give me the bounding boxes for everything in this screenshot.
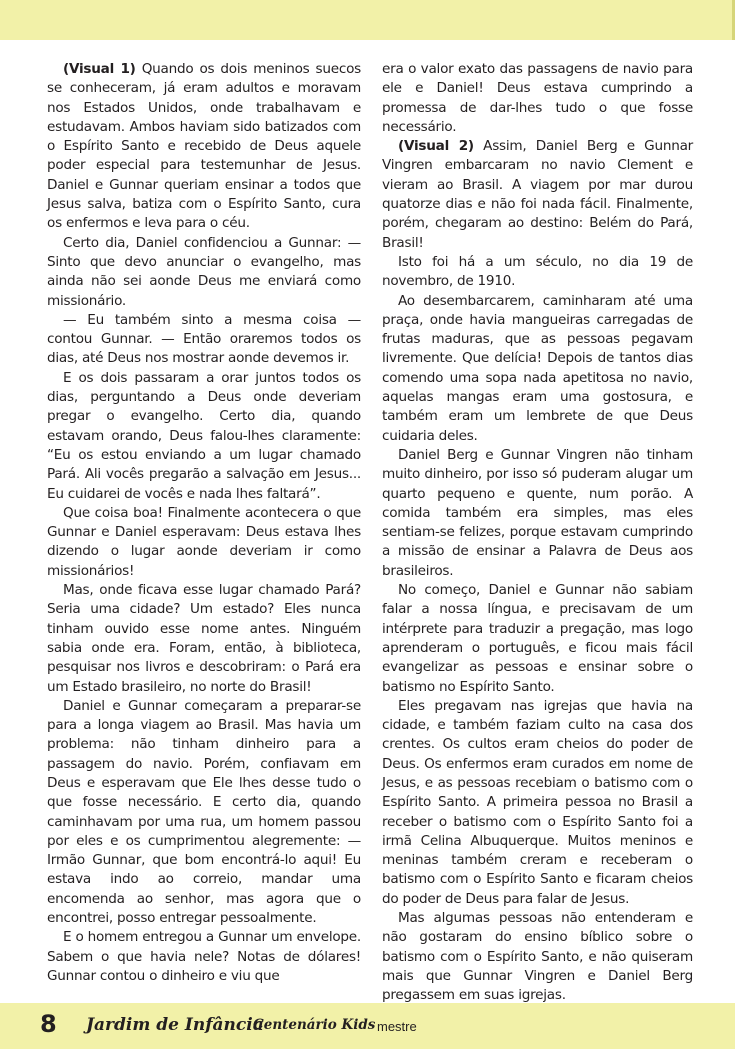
header-band: [0, 0, 735, 40]
footer-subtitle: Centenário Kids: [253, 1017, 376, 1033]
paragraph: [47, 504, 361, 581]
paragraph-text: E os dois passaram a orar juntos todos os dias, perguntando a Deus onde deveriam pregar o evangelho. Certo dia, quando estavam orando, Deus falou-lhes claramente: “Eu os estou enviando a um lugar chamado Pará. Ali vocês pregarão a salvação em Jesus... Eu cuidarei de vocês e nada lhes faltará”.: [47, 369, 361, 502]
page-number: 8: [40, 1010, 57, 1038]
left-column: [47, 60, 361, 986]
paragraph-text: Assim, Daniel Berg e Gunnar Vingren embarcaram no navio Clement e vieram ao Brasil. A viagem por mar durou quatorze dias e não foi nada fácil. Finalmente, porém, chegaram ao destino: Belém do Pará, Brasil!: [382, 138, 693, 251]
right-column: [382, 60, 693, 1006]
visual-label: (Visual 1): [63, 61, 136, 77]
paragraph: [382, 292, 693, 446]
paragraph-text: E o homem entregou a Gunnar um envelope. Sabem o que havia nele? Notas de dólares! Gunnar contou o dinheiro e viu que: [47, 929, 361, 984]
footer-role: mestre: [377, 1019, 417, 1034]
paragraph-text: No começo, Daniel e Gunnar não sabiam falar a nossa língua, e precisavam de um intérprete para traduzir a pregação, mas logo aprenderam o português, e ficou mais fácil evangelizar as pessoas e ensinar sobre o batismo no Espírito Santo.: [382, 582, 693, 695]
paragraph: [382, 909, 693, 1005]
paragraph: [47, 234, 361, 311]
paragraph-text: Certo dia, Daniel confidenciou a Gunnar: — Sinto que devo anunciar o evangelho, mas ainda não sei aonde Deus me enviará como missionário.: [47, 234, 361, 309]
paragraph-text: Que coisa boa! Finalmente acontecera o que Gunnar e Daniel esperavam: Deus estava lhes dizendo o lugar aonde deveriam ir como missionários!: [47, 504, 361, 579]
paragraph: [47, 928, 361, 986]
footer-title: Jardim de Infância: [86, 1015, 264, 1035]
paragraph-text: Quando os dois meninos suecos se conheceram, já eram adultos e moravam nos Estados Unidos, onde trabalhavam e estudavam. Ambos haviam sido batizados com o Espírito Santo e recebido de Deus aquele poder especial para testemunhar de Jesus. Daniel e Gunnar queriam ensinar a todos que Jesus salva, batiza com o Espírito Santo, cura os enfermos e leva para o céu.: [47, 61, 361, 232]
paragraph-text: Eles pregavam nas igrejas que havia na cidade, e também faziam culto na casa dos crentes. Os cultos eram cheios do poder de Deus. Os enfermos eram curados em nome de Jesus, e as pessoas recebiam o batismo com o Espírito Santo. A primeira pessoa no Brasil a receber o batismo com o Espírito Santo foi a irmã Celina Albuquerque. Muitos meninos e meninas também creram e receberam o batismo com o Espírito Santo e ficaram cheios do poder de Deus para falar de Jesus.: [382, 697, 693, 907]
paragraph-text: — Eu também sinto a mesma coisa — contou Gunnar. — Então oraremos todos os dias, até Deus nos mostrar aonde devemos ir.: [47, 311, 361, 367]
paragraph: [382, 697, 693, 909]
paragraph-text: Daniel Berg e Gunnar Vingren não tinham muito dinheiro, por isso só puderam alugar um quarto pequeno e quente, num porão. A comida também era simples, mas eles sentiam-se felizes, porque estavam cumprindo a missão de ensinar a Palavra de Deus aos brasileiros.: [382, 446, 693, 579]
paragraph: [382, 60, 693, 137]
paragraph-text: Mas, onde ficava esse lugar chamado Pará? Seria uma cidade? Um estado? Eles nunca tinham ouvido esse nome antes. Ninguém sabia onde era. Foram, então, à biblioteca, pesquisar nos livros e descobriram: o Pará era um Estado brasileiro, no norte do Brasil!: [47, 582, 361, 695]
paragraph-text: era o valor exato das passagens de navio para ele e Daniel! Deus estava cumprindo a promessa de dar-lhes tudo o que fosse necessário.: [382, 61, 693, 135]
paragraph: [47, 311, 361, 369]
paragraph: [47, 581, 361, 697]
paragraph: [47, 60, 361, 234]
paragraph-text: Isto foi há a um século, no dia 19 de novembro, de 1910.: [382, 253, 693, 290]
paragraph-text: Ao desembarcarem, caminharam até uma praça, onde havia mangueiras carregadas de frutas maduras, que as pessoas pegavam livremente. Que delícia! Depois de tantos dias comendo uma sopa nada apetitosa no navio, aquelas mangas eram uma gostosura, e também eram um lembrete de que Deus cuidaria deles.: [382, 292, 693, 444]
paragraph: [47, 369, 361, 504]
paragraph: [382, 137, 693, 253]
paragraph: [47, 697, 361, 929]
paragraph: [382, 253, 693, 292]
paragraph: [382, 581, 693, 697]
paragraph-text: Daniel e Gunnar começaram a preparar-se para a longa viagem ao Brasil. Mas havia um problema: não tinham dinheiro para a passagem do navio. Porém, confiavam em Deus e esperavam que Ele lhes desse tudo o que fosse necessário. E certo dia, quando caminhavam por uma rua, um homem passou por eles e os cumprimentou alegremente: — Irmão Gunnar, que bom encontrá-lo aqui! Eu estava indo ao correio, mandar uma encomenda ao senhor, mas agora que o encontrei, posso entregar pessoalmente.: [47, 697, 361, 927]
paragraph: [382, 446, 693, 581]
visual-label: (Visual 2): [398, 138, 474, 155]
paragraph-text: Mas algumas pessoas não entenderam e não gostaram do ensino bíblico sobre o batismo com o Espírito Santo, e não quiseram mais que Gunnar Vingren e Daniel Berg pregassem em suas igrejas.: [382, 910, 693, 1004]
